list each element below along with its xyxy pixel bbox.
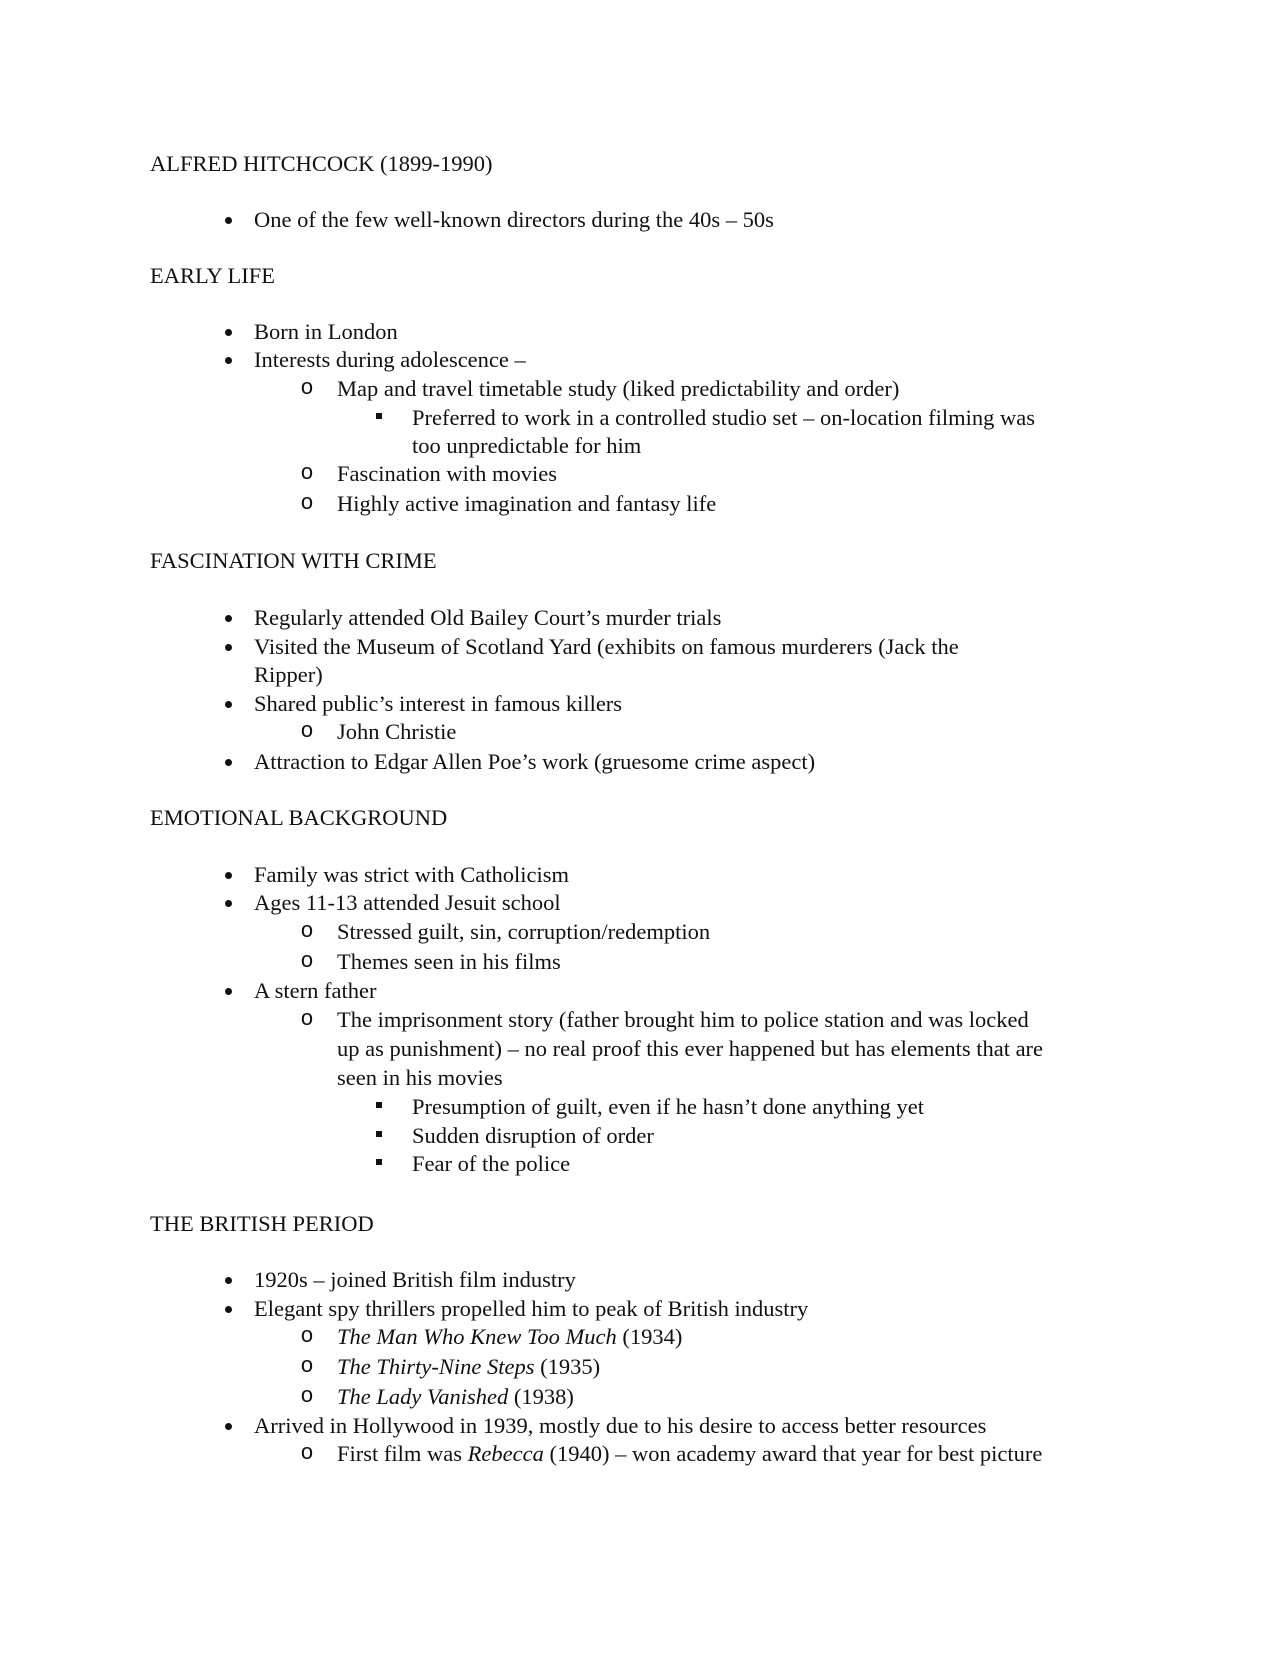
list-item: One of the few well-known directors during the 40s – 50s — [254, 207, 774, 232]
film-title: The Lady Vanished — [337, 1384, 509, 1409]
bullet-dot — [218, 1295, 238, 1323]
bullet-dot — [218, 633, 238, 661]
bullet-dot — [218, 861, 238, 889]
list-item: A stern father — [254, 978, 377, 1003]
document-title: ALFRED HITCHCOCK (1899-1990) — [150, 151, 493, 176]
film-year: (1938) — [508, 1384, 574, 1409]
list-item: Ages 11-13 attended Jesuit school — [254, 890, 561, 915]
section-heading-crime: FASCINATION WITH CRIME — [150, 548, 437, 573]
list-item: Fear of the police — [412, 1151, 571, 1176]
film-title: The Thirty-Nine Steps — [337, 1354, 535, 1379]
list-item: Visited the Museum of Scotland Yard (exhibits on famous murderers (Jack the — [254, 634, 959, 659]
bullet-circle: o — [300, 1441, 314, 1466]
list-item: The imprisonment story (father brought him to police station and was locked — [337, 1007, 1029, 1032]
section-heading-british: THE BRITISH PERIOD — [150, 1211, 374, 1236]
first-film-prefix: First film was — [337, 1441, 468, 1466]
list-item: Interests during adolescence – — [254, 347, 526, 372]
bullet-dot — [218, 604, 238, 632]
list-item: Shared public’s interest in famous killers — [254, 691, 623, 716]
list-item: Highly active imagination and fantasy life — [337, 491, 717, 516]
list-item: Regularly attended Old Bailey Court’s murder trials — [254, 605, 722, 630]
film-year: (1935) — [534, 1354, 601, 1379]
list-item-film — [337, 1383, 574, 1411]
bullet-square — [369, 1122, 389, 1150]
bullet-circle: o — [300, 491, 314, 516]
bullet-circle: o — [300, 1384, 314, 1409]
bullet-circle: o — [300, 949, 314, 974]
bullet-circle: o — [300, 719, 314, 744]
bullet-dot — [218, 1266, 238, 1294]
list-item: 1920s – joined British film industry — [254, 1267, 576, 1292]
list-item-continuation: up as punishment) – no real proof this ever happened but has elements that are — [337, 1036, 1044, 1061]
bullet-dot — [218, 206, 238, 234]
bullet-dot — [218, 346, 238, 374]
bullet-square — [369, 1150, 389, 1178]
list-item: John Christie — [337, 719, 457, 744]
list-item-continuation: too unpredictable for him — [412, 433, 642, 458]
bullet-square — [369, 404, 389, 432]
bullet-circle: o — [300, 1007, 314, 1032]
list-item-film — [337, 1323, 682, 1351]
list-item-continuation: Ripper) — [254, 662, 323, 687]
list-item: Elegant spy thrillers propelled him to peak of British industry — [254, 1296, 809, 1321]
bullet-dot — [218, 977, 238, 1005]
list-item: Sudden disruption of order — [412, 1123, 654, 1148]
bullet-square — [369, 1093, 389, 1121]
first-film-suffix: (1940) – won academy award that year for best picture — [543, 1441, 1043, 1466]
bullet-circle: o — [300, 376, 314, 401]
list-item: Map and travel timetable study (liked predictability and order) — [337, 376, 900, 401]
bullet-dot — [218, 748, 238, 776]
list-item: Born in London — [254, 319, 398, 344]
list-item: Family was strict with Catholicism — [254, 862, 569, 887]
section-heading-emotional: EMOTIONAL BACKGROUND — [150, 805, 448, 830]
list-item: Fascination with movies — [337, 461, 557, 486]
bullet-circle: o — [300, 1324, 314, 1349]
list-item: Attraction to Edgar Allen Poe’s work (gruesome crime aspect) — [254, 749, 816, 774]
section-heading-early-life: EARLY LIFE — [150, 263, 276, 288]
list-item: Themes seen in his films — [337, 949, 561, 974]
film-year: (1934) — [616, 1324, 683, 1349]
list-item: Stressed guilt, sin, corruption/redemption — [337, 919, 711, 944]
bullet-dot — [218, 318, 238, 346]
bullet-circle: o — [300, 919, 314, 944]
list-item: Presumption of guilt, even if he hasn’t done anything yet — [412, 1094, 924, 1119]
bullet-dot — [218, 690, 238, 718]
bullet-dot — [218, 889, 238, 917]
bullet-dot — [218, 1412, 238, 1440]
list-item: Preferred to work in a controlled studio set – on-location filming was — [412, 405, 1035, 430]
bullet-circle: o — [300, 1354, 314, 1379]
list-item-continuation: seen in his movies — [337, 1065, 503, 1090]
film-title: Rebecca — [467, 1441, 544, 1466]
list-item-film — [337, 1440, 1042, 1468]
list-item-film — [337, 1353, 600, 1381]
list-item: Arrived in Hollywood in 1939, mostly due to his desire to access better resources — [254, 1413, 987, 1438]
bullet-circle: o — [300, 461, 314, 486]
film-title: The Man Who Knew Too Much — [337, 1324, 617, 1349]
